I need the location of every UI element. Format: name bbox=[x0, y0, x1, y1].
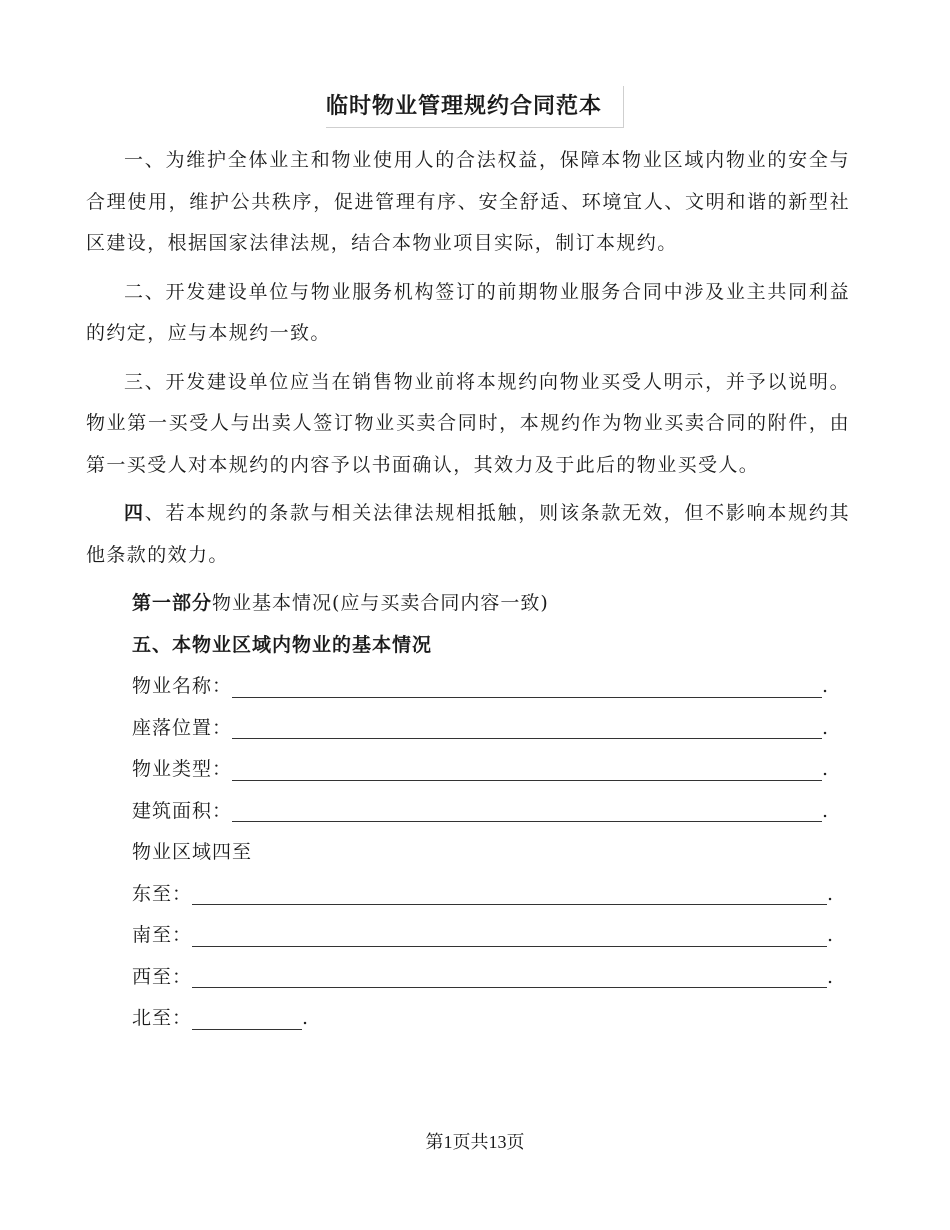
field-end-dot: . bbox=[822, 758, 830, 780]
document-body bbox=[86, 140, 850, 1040]
field-label: 物业类型： bbox=[132, 758, 233, 780]
part-1-text: 物业基本情况(应与买卖合同内容一致) bbox=[212, 592, 549, 614]
field-end-dot: . bbox=[822, 716, 830, 739]
boundary-south bbox=[86, 915, 850, 957]
paragraph-1: 一、为维护全体业主和物业使用人的合法权益，保障本物业区域内物业的安全与合理使用，维护公共秩序，促进管理有序、安全舒适、环境宜人、文明和谐的新型社区建设，根据国家法律法规，结合本物业项目实际，制订本规约。 bbox=[86, 149, 850, 254]
field-end-dot: . bbox=[827, 882, 835, 905]
paragraph-2: 二、开发建设单位与物业服务机构签订的前期物业服务合同中涉及业主共同利益的约定，应与本规约一致。 bbox=[86, 280, 850, 344]
boundary-label: 东至： bbox=[132, 882, 193, 905]
boundary-east bbox=[86, 874, 850, 916]
blank-line bbox=[232, 714, 822, 739]
blank-line bbox=[232, 673, 822, 698]
page-footer: 第1页共13页 bbox=[425, 1132, 525, 1152]
boundary-label: 西至： bbox=[132, 965, 193, 988]
blank-line bbox=[232, 756, 822, 781]
blank-line bbox=[192, 922, 827, 947]
field-label: 座落位置： bbox=[132, 716, 233, 739]
field-label: 建筑面积： bbox=[132, 799, 233, 822]
part-1-label: 第一部分 bbox=[132, 592, 213, 614]
field-end-dot: . bbox=[302, 1007, 310, 1029]
field-location bbox=[86, 708, 850, 750]
blank-line bbox=[192, 1005, 302, 1030]
paragraph-3: 三、开发建设单位应当在销售物业前将本规约向物业买受人明示，并予以说明。物业第一买受人与出卖人签订物业买卖合同时，本规约作为物业买卖合同的附件，由第一买受人对本规约的内容予以书面确认，其效力及于此后的物业买受人。 bbox=[86, 370, 850, 476]
blank-line bbox=[232, 797, 822, 822]
blank-line bbox=[192, 880, 827, 905]
boundary-west bbox=[86, 957, 850, 999]
blank-line bbox=[192, 963, 827, 988]
paragraph-4-text: 、若本规约的条款与相关法律法规相抵触，则该条款无效，但不影响本规约其他条款的效力。 bbox=[86, 502, 850, 566]
field-end-dot: . bbox=[827, 924, 835, 946]
boundary-label: 南至： bbox=[132, 924, 193, 946]
field-property-name bbox=[86, 666, 850, 708]
document-title: 临时物业管理规约合同范本 bbox=[326, 86, 624, 128]
paragraph-4 bbox=[86, 493, 850, 576]
field-end-dot: . bbox=[822, 799, 830, 822]
field-property-type bbox=[86, 749, 850, 791]
field-label: 物业名称： bbox=[132, 675, 233, 697]
field-end-dot: . bbox=[827, 965, 835, 988]
paragraph-4-lead: 四 bbox=[124, 502, 145, 524]
boundary-label: 北至： bbox=[132, 1007, 193, 1029]
field-floor-area bbox=[86, 791, 850, 833]
boundary-north bbox=[86, 998, 850, 1040]
field-end-dot: . bbox=[822, 675, 830, 697]
part-1-heading bbox=[86, 583, 850, 625]
boundary-heading: 物业区域四至 bbox=[132, 841, 253, 863]
section-5-heading: 五、本物业区域内物业的基本情况 bbox=[132, 633, 433, 656]
